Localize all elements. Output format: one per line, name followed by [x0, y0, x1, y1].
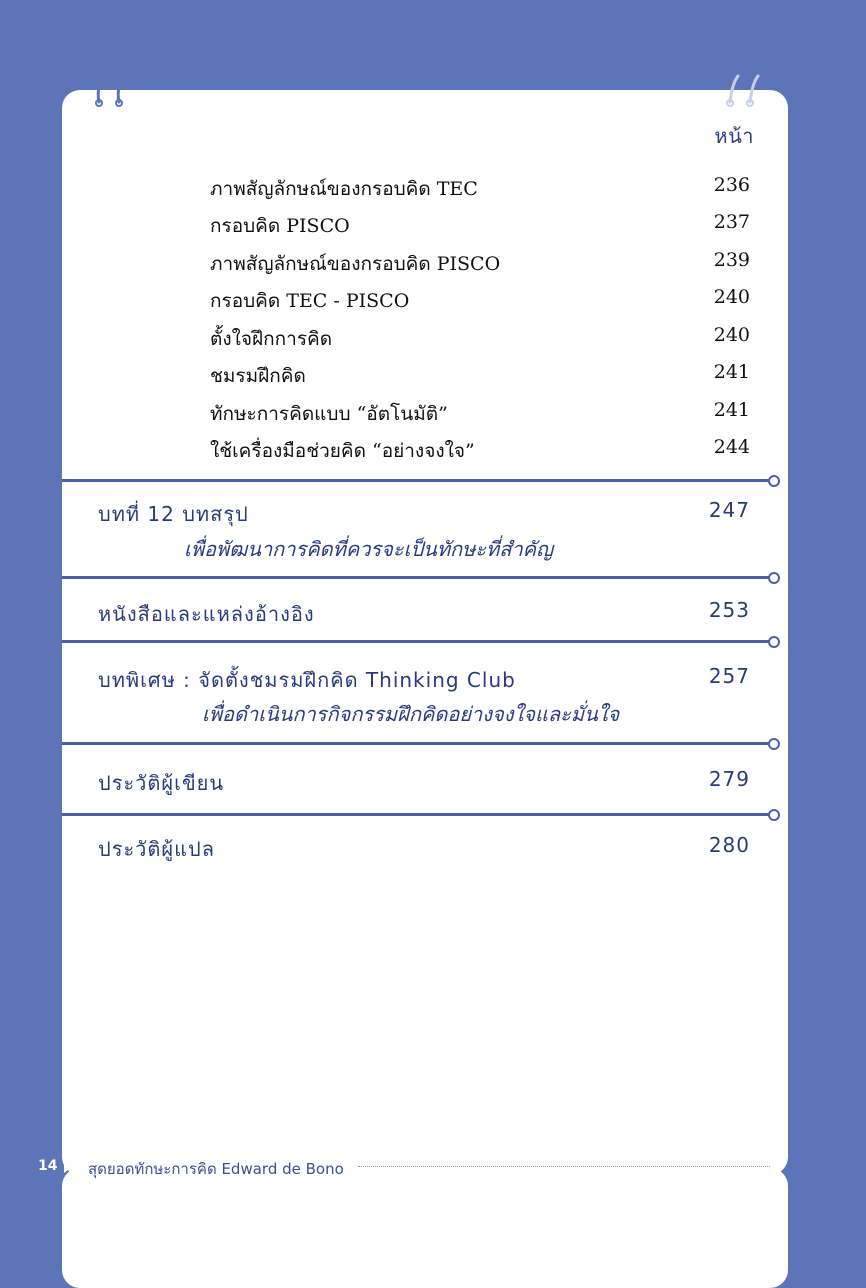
binder-ring-icon [746, 74, 760, 108]
section-divider [62, 479, 774, 482]
toc-entry[interactable] [210, 211, 750, 241]
toc-entry-page: 237 [713, 211, 750, 233]
toc-entry-page: 240 [713, 324, 750, 346]
toc-entry[interactable] [210, 174, 750, 204]
footer-dotted-line [358, 1166, 770, 1167]
toc-section-title: บทพิเศษ : จัดตั้งชมรมฝึกคิด Thinking Club [98, 668, 516, 692]
binder-ring-icon [114, 74, 128, 108]
divider-end-dot [768, 809, 780, 821]
section-divider [62, 640, 774, 643]
toc-entry-page: 239 [713, 249, 750, 271]
toc-entry[interactable] [210, 399, 750, 429]
page-column-header: หน้า [714, 124, 754, 148]
footer-arrow-icon [64, 1161, 72, 1173]
toc-entry[interactable] [210, 324, 750, 354]
toc-section-page: 279 [708, 767, 750, 791]
toc-section-page: 280 [708, 833, 750, 857]
divider-end-dot [768, 636, 780, 648]
footer-arrow-end-icon [776, 1161, 784, 1173]
toc-entry[interactable] [210, 436, 750, 466]
toc-entry-title: ตั้งใจฝึกการคิด [210, 328, 333, 350]
footer-book-title: สุดยอดทักษะการคิด Edward de Bono [88, 1160, 344, 1178]
toc-entry-page: 240 [713, 286, 750, 308]
toc-section-page: 253 [708, 598, 750, 622]
toc-entry-page: 244 [713, 436, 750, 458]
toc-entry[interactable] [210, 361, 750, 391]
toc-entry-page: 241 [713, 361, 750, 383]
toc-entry-title: ภาพสัญลักษณ์ของกรอบคิด TEC [210, 178, 478, 200]
toc-entry-title: กรอบคิด TEC - PISCO [210, 290, 410, 312]
toc-entry-title: กรอบคิด PISCO [210, 215, 350, 237]
toc-entry[interactable] [210, 249, 750, 279]
next-page-card [62, 1168, 788, 1288]
toc-entry-page: 241 [713, 399, 750, 421]
toc-entry-title: ภาพสัญลักษณ์ของกรอบคิด PISCO [210, 253, 501, 275]
toc-entry-page: 236 [713, 174, 750, 196]
toc-entry-title: ทักษะการคิดแบบ “อัตโนมัติ” [210, 403, 448, 425]
toc-entry-title: ชมรมฝึกคิด [210, 365, 306, 387]
section-divider [62, 576, 774, 579]
toc-entry-title: ใช้เครื่องมือช่วยคิด “อย่างจงใจ” [210, 440, 475, 462]
toc-section-page: 247 [708, 498, 750, 522]
divider-end-dot [768, 475, 780, 487]
toc-section-subtitle: เพื่อดำเนินการกิจกรรมฝึกคิดอย่างจงใจและมั่นใจ [202, 702, 620, 726]
toc-section-subtitle: เพื่อพัฒนาการคิดที่ควรจะเป็นทักษะที่สำคัญ [184, 537, 554, 561]
toc-entry[interactable] [210, 286, 750, 316]
toc-section-page: 257 [708, 664, 750, 688]
section-divider [62, 813, 774, 816]
divider-end-dot [768, 572, 780, 584]
toc-section-title: หนังสือและแหล่งอ้างอิง [98, 602, 315, 626]
toc-section-title: บทที่ 12 บทสรุป [98, 502, 249, 526]
toc-section-title: ประวัติผู้แปล [98, 837, 215, 861]
toc-section-title: ประวัติผู้เขียน [98, 771, 225, 795]
footer-page-number: 14 [38, 1158, 58, 1174]
divider-end-dot [768, 738, 780, 750]
binder-ring-icon [94, 74, 108, 108]
binder-ring-icon [726, 74, 740, 108]
section-divider [62, 742, 774, 745]
